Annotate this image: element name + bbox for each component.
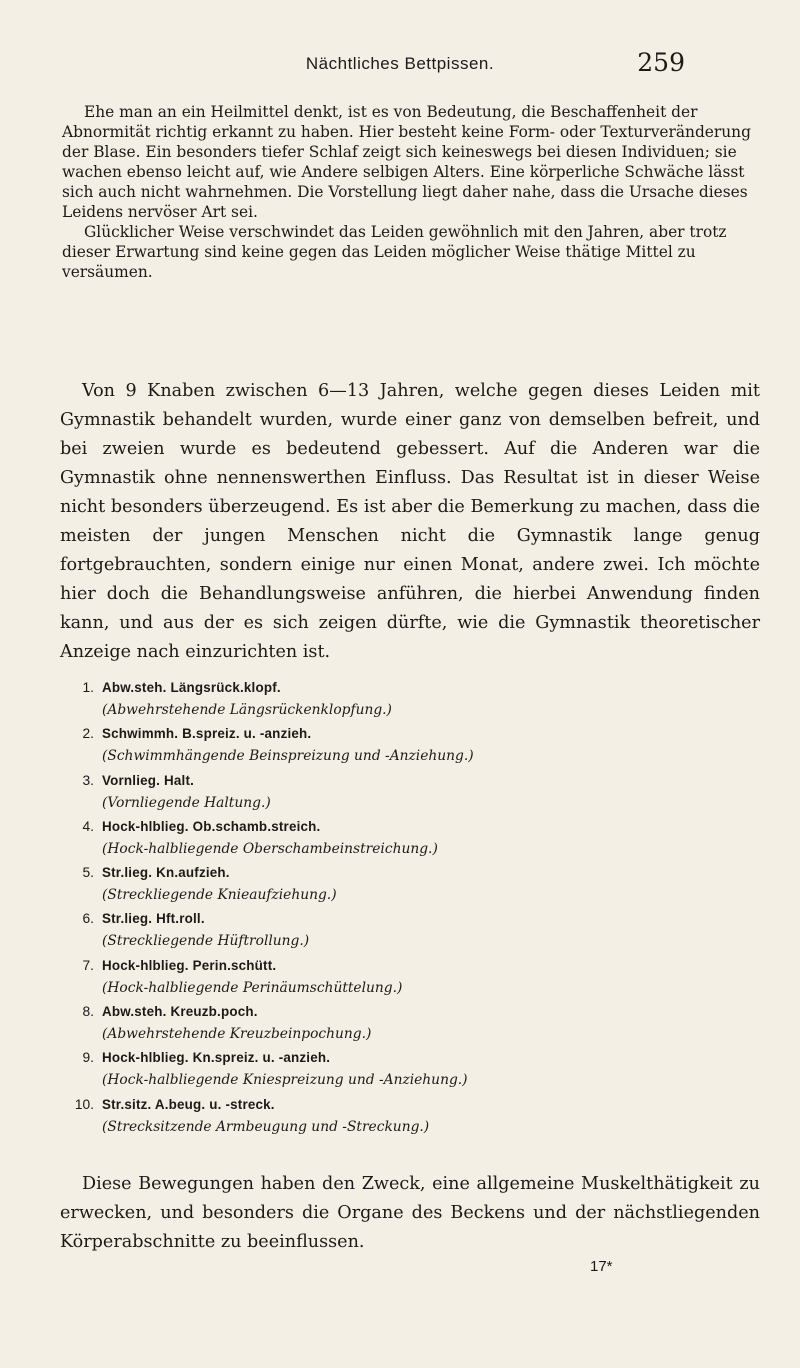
paragraph-purpose: Diese Bewegungen haben den Zweck, eine allgemeine Muskelthätigkeit zu erwecken, und besonders die Organe des Beckens und der nächstliegenden Körperabschnitte zu beeinflussen.: [60, 1174, 760, 1252]
exercise-full-name: (Hock-halbliegende Kniespreizung und -Anziehung.): [102, 1072, 468, 1089]
exercise-number: 9.: [82, 1050, 94, 1066]
exercise-abbreviation: Hock-hlblieg. Ob.schamb.streich.: [102, 818, 321, 834]
exercise-abbreviation: Hock-hlblieg. Kn.spreiz. u. -anzieh.: [102, 1050, 331, 1066]
closing-section: [60, 1170, 760, 1257]
exercise-full-name: (Strecksitzende Armbeugung und -Streckung.): [102, 1118, 430, 1135]
exercise-abbreviation: Hock-hlblieg. Perin.schütt.: [102, 957, 277, 973]
exercise-full-name: (Streckliegende Hüftrollung.): [102, 933, 310, 950]
small-print-section: [62, 102, 752, 282]
exercise-abbreviation: Schwimmh. B.spreiz. u. -anzieh.: [102, 726, 312, 742]
exercise-full-name: (Schwimmhängende Beinspreizung und -Anziehung.): [102, 748, 474, 765]
exercise-number: 8.: [82, 1004, 94, 1020]
exercise-full-name: (Abwehrstehende Kreuzbeinpochung.): [102, 1026, 372, 1043]
exercise-item: [70, 1046, 750, 1092]
exercise-full-name: (Streckliegende Knieaufziehung.): [102, 887, 337, 904]
exercise-item: [70, 1093, 750, 1139]
exercise-abbreviation: Vornlieg. Halt.: [102, 772, 195, 788]
paragraph-treatment-results: Von 9 Knaben zwischen 6—13 Jahren, welche gegen dieses Leiden mit Gymnastik behandelt wurden, wurde einer ganz von demselben befreit, und bei zweien wurde es bedeutend gebessert. Auf die Anderen war die Gymnastik ohne nennenswerthen Einfluss. Das Resultat ist in dieser Weise nicht besonders überzeugend. Es ist aber die Bemerkung zu machen, dass die meisten der jungen Menschen nicht die Gymnastik lange genug fortgebrauchten, sondern einige nur einen Monat, andere zwei. Ich möchte hier doch die Behandlungsweise anführen, die hierbei Anwendung finden kann, und aus der es sich zeigen dürfte, wie die Gymnastik theoretischer Anzeige nach einzurichten ist.: [60, 381, 760, 662]
exercise-number: 7.: [82, 957, 94, 973]
paragraph-cause: Ehe man an ein Heilmittel denkt, ist es von Bedeutung, die Beschaffenheit der Abnormität richtig erkannt zu haben. Hier besteht keine Form- oder Texturveränderung der Blase. Ein besonders tiefer Schlaf zeigt sich keineswegs bei diesen Individuen; sie wachen ebenso leicht auf, wie Andere selbigen Alters. Eine körperliche Schwäche lässt sich auch nicht wahrnehmen. Die Vorstellung liegt daher nahe, dass die Ursache dieses Leidens nervöser Art sei.: [62, 103, 751, 221]
exercise-full-name: (Hock-halbliegende Oberschambeinstreichung.): [102, 840, 438, 857]
exercise-abbreviation: Str.lieg. Hft.roll.: [102, 911, 205, 927]
exercise-number: 3.: [82, 772, 94, 788]
running-head: [30, 48, 770, 78]
paragraph-prognosis: Glücklicher Weise verschwindet das Leiden gewöhnlich mit den Jahren, aber trotz dieser Erwartung sind keine gegen das Leiden möglicher Weise thätige Mittel zu versäumen.: [62, 223, 727, 281]
exercise-abbreviation: Str.lieg. Kn.aufzieh.: [102, 865, 230, 881]
exercise-full-name: (Abwehrstehende Längsrückenklopfung.): [102, 702, 392, 718]
exercise-item: [70, 815, 750, 861]
page-number: 259: [637, 48, 685, 77]
exercise-item: [70, 954, 750, 1000]
exercise-list: [70, 676, 750, 1139]
exercise-abbreviation: Abw.steh. Längsrück.klopf.: [102, 680, 281, 695]
exercise-item: [70, 722, 750, 768]
exercise-full-name: (Vornliegende Haltung.): [102, 794, 271, 811]
exercise-number: 4.: [82, 818, 94, 834]
exercise-number: 2.: [82, 726, 94, 742]
exercise-item: [70, 1000, 750, 1046]
exercise-item: [70, 861, 750, 907]
exercise-number: 1.: [82, 680, 94, 695]
exercise-number: 5.: [82, 865, 94, 881]
exercise-abbreviation: Abw.steh. Kreuzb.poch.: [102, 1004, 258, 1020]
main-text-section: [60, 377, 760, 667]
exercise-number: 6.: [82, 911, 94, 927]
exercise-abbreviation: Str.sitz. A.beug. u. -streck.: [102, 1096, 275, 1112]
exercise-item: [70, 676, 750, 722]
signature-mark: 17*: [590, 1258, 613, 1275]
exercise-full-name: (Hock-halbliegende Perinäumschüttelung.): [102, 979, 403, 996]
exercise-item: [70, 769, 750, 815]
exercise-number: 10.: [74, 1096, 94, 1112]
running-title: Nächtliches Bettpissen.: [305, 54, 495, 73]
exercise-item: [70, 907, 750, 953]
